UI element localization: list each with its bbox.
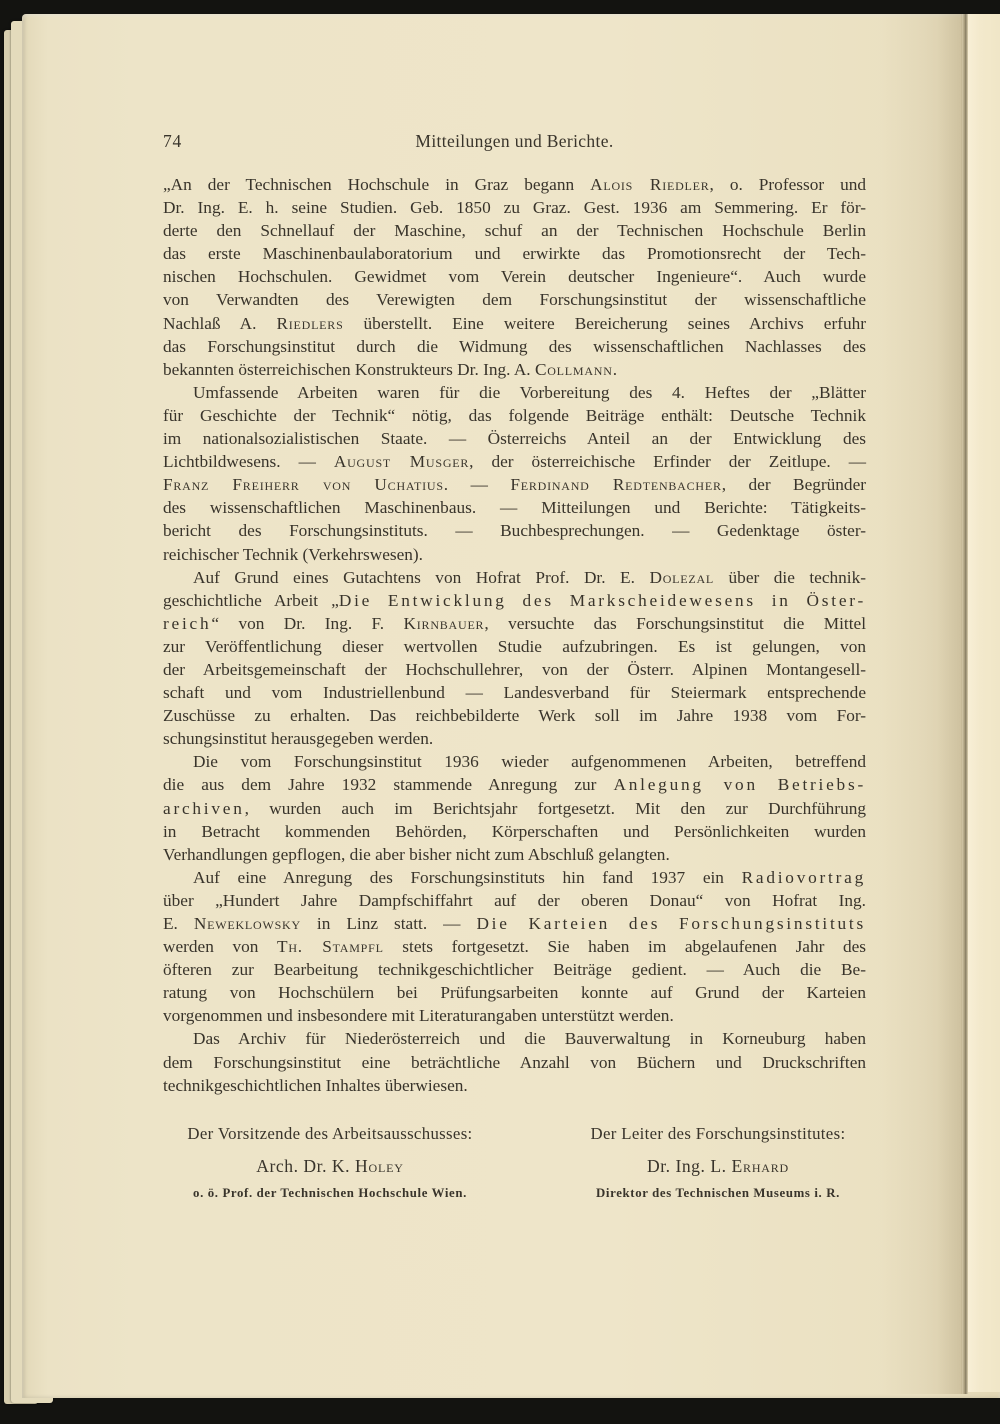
text-segment: E.	[163, 914, 194, 933]
text-line	[163, 1004, 866, 1027]
text-line	[163, 589, 866, 612]
text-segment: vorgenommen und insbesondere mit Literaturangaben unterstützt werden.	[163, 1006, 674, 1026]
text-line	[163, 1074, 866, 1097]
text-line	[163, 381, 866, 404]
text-segment: , versuchte das Forschungsinstitut die Mittel	[484, 613, 866, 633]
text-segment: bericht des Forschungsinstituts. — Buchbesprechungen. — Gedenktage öster-	[163, 521, 866, 541]
page-number: 74	[163, 131, 182, 151]
text-segment: Das Archiv für Niederösterreich und die Bauverwaltung in Korneuburg haben	[193, 1029, 866, 1049]
text-line	[163, 773, 866, 796]
text-segment: , wurden auch im Berichtsjahr fortgesetzt. Mit den zur Durchführung	[244, 798, 866, 818]
text-segment: der Arbeitsgemeinschaft der Hochschullehrer, von der Österr. Alpinen Montangesell-	[163, 659, 866, 679]
text-segment: in Betracht kommenden Behörden, Körperschaften und Persönlichkeiten wurden	[163, 821, 866, 841]
text-segment: Ferdinand Redtenbacher	[510, 475, 722, 495]
text-segment: über „Hundert Jahre Dampfschiffahrt auf der oberen Donau“ von Hofrat Ing.	[163, 890, 866, 910]
text-segment: zur Veröffentlichung dieser wertvollen Studie aufzubringen. Es ist gelungen, von	[163, 636, 866, 656]
text-segment: Kirnbauer	[403, 613, 485, 633]
text-line	[163, 1027, 866, 1050]
paragraph	[163, 173, 866, 381]
text-line	[163, 727, 866, 750]
text-line	[163, 173, 866, 196]
text-segment: im nationalsozialistischen Staate. — Österreichs Anteil an der Entwicklung des	[163, 429, 866, 449]
text-segment: Anlegung von Betriebs-	[613, 775, 866, 795]
text-line	[163, 635, 866, 658]
text-line	[163, 681, 866, 704]
signature-right-name	[568, 1155, 868, 1177]
signature-left	[163, 1124, 497, 1201]
text-segment: das Forschungsinstitut durch die Widmung des wissenschaftlichen Nachlasses des	[163, 336, 866, 356]
text-segment: Arch. Dr. K.	[256, 1156, 356, 1176]
text-segment: von Verwandten des Verewigten dem Forschungsinstitut der wissenschaftliche	[163, 290, 866, 310]
text-line	[163, 288, 866, 311]
text-segment: dem Forschungsinstitut eine beträchtliche Anzahl von Büchern und Druckschriften	[163, 1052, 866, 1072]
text-segment: Die vom Forschungsinstitut 1936 wieder aufgenommenen Arbeiten, betreffend	[193, 752, 866, 772]
text-segment: Dolezal	[649, 567, 715, 587]
text-line	[163, 335, 866, 358]
signature-right	[568, 1124, 868, 1201]
text-segment: stets fortgesetzt. Sie haben im abgelaufenen Jahr des	[383, 937, 866, 957]
text-line	[163, 358, 866, 381]
text-line	[163, 1051, 866, 1074]
text-line	[163, 450, 866, 473]
text-line	[163, 312, 866, 335]
text-segment: ratung von Hochschülern bei Prüfungsarbeiten konnte auf Grund der Karteien	[163, 983, 866, 1003]
text-segment: August Musger	[333, 452, 470, 472]
text-segment: , o. Professor und	[709, 175, 866, 194]
text-segment: Auf eine Anregung des Forschungsinstituts hin fand 1937 ein	[193, 867, 742, 887]
text-segment: „An der Technischen Hochschule in Graz begann	[163, 175, 591, 194]
page-body	[163, 173, 866, 1097]
text-segment: archiven	[163, 798, 245, 818]
text-line	[163, 612, 866, 635]
text-segment: .	[612, 359, 618, 379]
text-segment: nischen Hochschulen. Gewidmet vom Verein deutscher Ingenieure“. Auch wurde	[163, 267, 866, 287]
text-segment: Alois Riedler	[590, 175, 710, 194]
text-segment: in Linz statt. —	[300, 914, 477, 933]
text-line	[163, 196, 866, 219]
text-segment: das erste Maschinenbaulaboratorium und erwirkte das Promotionsrecht der Tech-	[163, 244, 866, 264]
text-segment: Riedlers	[276, 313, 344, 333]
text-segment: Nachlaß A.	[163, 313, 277, 333]
text-segment: öfteren zur Bearbeitung technikgeschichtlicher Beiträge gedient. — Auch die Be-	[163, 960, 866, 980]
text-line	[163, 704, 866, 727]
text-segment: schaft und vom Industriellenbund — Landesverband für Steiermark entsprechende	[163, 683, 866, 703]
text-segment: über die technik-	[714, 567, 866, 587]
text-segment: reichischer Technik (Verkehrswesen).	[163, 544, 423, 564]
text-line	[163, 473, 866, 496]
text-line	[163, 566, 866, 589]
text-segment: Franz Freiherr von Uchatius	[163, 475, 444, 495]
text-line	[163, 219, 866, 242]
text-segment: geschichtliche Arbeit „	[163, 590, 339, 610]
text-segment: Die Entwicklung des Markscheidewesens in Öster-	[338, 590, 866, 610]
text-segment: Verhandlungen gepflogen, die aber bisher nicht zum Abschluß gelangten.	[163, 844, 670, 864]
text-line	[163, 820, 866, 843]
text-segment: Th. Stampfl	[276, 937, 384, 957]
text-line	[163, 843, 866, 866]
text-segment: die aus dem Jahre 1932 stammende Anregung zur	[163, 775, 614, 795]
text-segment: Neweklowsky	[193, 914, 301, 933]
text-line	[163, 935, 866, 958]
text-line	[163, 750, 866, 773]
text-segment: . —	[443, 475, 511, 495]
text-line	[163, 981, 866, 1004]
gutter-shadow	[880, 14, 962, 1394]
text-segment: Auf Grund eines Gutachtens von Hofrat Prof. Dr. E.	[193, 567, 650, 587]
text-segment: überstellt. Eine weitere Bereicherung seines Archivs erfuhr	[343, 313, 866, 333]
text-segment: “ von Dr. Ing. F.	[211, 613, 404, 633]
paragraph	[163, 1027, 866, 1096]
text-segment: Die Karteien des Forschungsinstituts	[476, 914, 866, 933]
text-segment: des wissenschaftlichen Maschinenbaus. — Mitteilungen und Berichte: Tätigkeits-	[163, 498, 866, 518]
text-segment: Radiovortrag	[741, 867, 866, 887]
text-line	[163, 866, 866, 889]
text-line	[163, 658, 866, 681]
text-segment: für Geschichte der Technik“ nötig, das folgende Beiträge enthält: Deutsche Technik	[163, 405, 866, 425]
text-line	[163, 265, 866, 288]
signature-left-title: o. ö. Prof. der Technischen Hochschule Wien.	[193, 1186, 467, 1200]
text-line	[163, 519, 866, 542]
text-segment: Erhard	[731, 1156, 790, 1176]
text-line	[163, 958, 866, 981]
paragraph	[163, 566, 866, 751]
text-segment: werden von	[163, 937, 277, 957]
paragraph	[163, 750, 866, 865]
text-segment: Zuschüsse zu erhalten. Das reichbebilderte Werk soll im Jahre 1938 vom For-	[163, 706, 866, 726]
text-segment: Lichtbildwesens. —	[163, 452, 334, 472]
text-segment: Holey	[355, 1156, 404, 1176]
text-segment: Dr. Ing. L.	[646, 1156, 732, 1176]
paragraph	[163, 381, 866, 566]
text-segment: derte den Schnellauf der Maschine, schuf an der Technischen Hochschule Berlin	[163, 221, 866, 241]
text-segment: technikgeschichtlichen Inhaltes überwiesen.	[163, 1075, 468, 1095]
text-segment: , der österreichische Erfinder der Zeitlupe. —	[469, 452, 866, 472]
text-line	[163, 912, 866, 935]
text-segment: Umfassende Arbeiten waren für die Vorbereitung des 4. Heftes der „Blätter	[193, 382, 866, 402]
text-line	[163, 543, 866, 566]
signature-left-name	[163, 1155, 497, 1177]
signature-block	[163, 1124, 866, 1214]
text-line	[163, 242, 866, 265]
text-segment: bekannten österreichischen Konstrukteurs Dr. Ing. A.	[163, 359, 535, 379]
signature-left-role: Der Vorsitzende des Arbeitsausschusses:	[187, 1124, 473, 1143]
text-line	[163, 889, 866, 912]
adjacent-page-edge	[968, 14, 1000, 1392]
text-segment: Dr. Ing. E. h. seine Studien. Geb. 1850 zu Graz. Gest. 1936 am Semmering. Er för-	[163, 198, 866, 218]
page-header	[163, 131, 866, 153]
signature-right-role: Der Leiter des Forschungsinstitutes:	[590, 1124, 846, 1143]
text-line	[163, 404, 866, 427]
text-line	[163, 496, 866, 519]
text-segment: schungsinstitut herausgegeben werden.	[163, 729, 434, 749]
text-line	[163, 797, 866, 820]
text-segment: Collmann	[534, 359, 613, 379]
text-segment: , der Begründer	[721, 475, 866, 495]
text-line	[163, 427, 866, 450]
gutter-crease	[961, 14, 968, 1394]
paragraph	[163, 866, 866, 1028]
text-segment: reich	[163, 613, 212, 633]
signature-right-title: Direktor des Technischen Museums i. R.	[596, 1186, 840, 1200]
running-title: Mitteilungen und Berichte.	[415, 131, 614, 151]
